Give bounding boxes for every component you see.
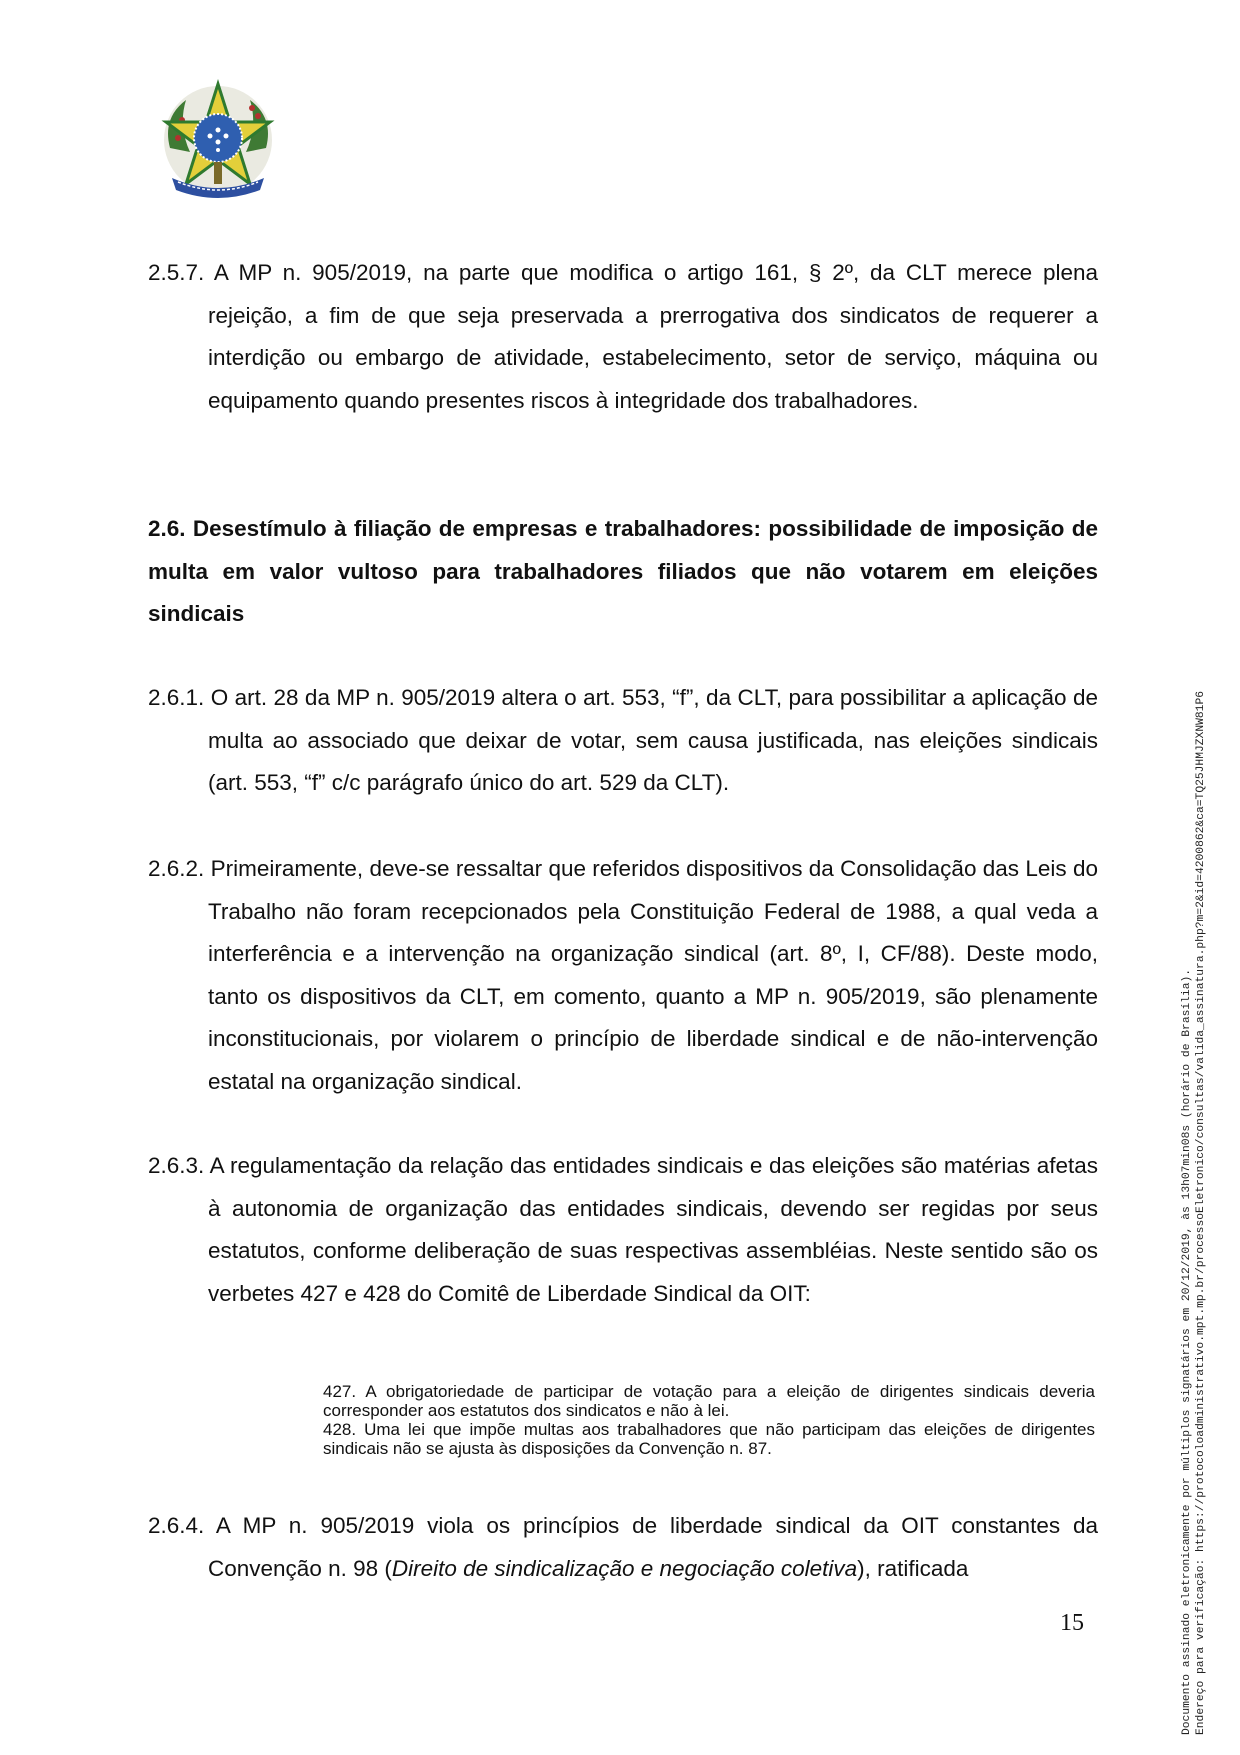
paragraph-2-5-7: [148, 252, 1098, 422]
paragraph-2-6-2: [148, 848, 1098, 1103]
paragraph-text: Primeiramente, deve-se ressaltar que referidos dispositivos da Consolidação das Leis do Trabalho não foram recepcionados pela Constituição Federal de 1988, a qual veda a interferência e a intervenção na organização sindical (art. 8º, I, CF/88). Deste modo, tanto os dispositivos da CLT, em comento, quanto a MP n. 905/2019, são plenamente inconstitucionais, por violarem o princípio de liberdade sindical e de não-intervenção estatal na organização sindical.: [208, 856, 1098, 1094]
paragraph-number: 2.6.3.: [148, 1153, 205, 1178]
quote-item-427: 427. A obrigatoriedade de participar de votação para a eleição de dirigentes sindicais deveria corresponder aos estatutos dos sindicatos e não à lei.: [323, 1382, 1095, 1420]
paragraph-number: 2.6.4.: [148, 1513, 205, 1538]
paragraph-text: A MP n. 905/2019 viola os princípios de liberdade sindical da OIT constantes da Convenção n. 98 (: [204, 1513, 1098, 1581]
paragraph-number: 2.5.7.: [148, 260, 205, 285]
paragraph-2-6-1: [148, 677, 1098, 805]
paragraph-text: A MP n. 905/2019, na parte que modifica o artigo 161, § 2º, da CLT merece plena rejeição, a fim de que seja preservada a prerrogativa dos sindicatos de requerer a interdição ou embargo de atividade, estabelecimento, setor de serviço, máquina ou equipamento quando presentes riscos à integridade dos trabalhadores.: [208, 260, 1098, 413]
section-heading-2-6: [148, 508, 1098, 636]
paragraph-2-6-4: [148, 1505, 1098, 1590]
page-number: 15: [1060, 1610, 1084, 1636]
signature-stamp: [1180, 535, 1208, 1735]
paragraph-text: A regulamentação da relação das entidades sindicais e das eleições são matérias afetas à autonomia de organização das entidades sindicais, devendo ser regidas por seus estatutos, conforme deliberação de suas respectivas assembléias. Neste sentido são os verbetes 427 e 428 do Comitê de Liberdade Sindical da OIT:: [208, 1153, 1098, 1306]
paragraph-number: 2.6.1.: [148, 685, 205, 710]
paragraph-2-6-3: [148, 1145, 1098, 1315]
signature-line: Documento assinado eletronicamente por múltiplos signatários em 20/12/2019, às 13h07min08s (horário de Brasília).: [1181, 968, 1193, 1735]
paragraph-text-end: ), ratificada: [857, 1555, 969, 1581]
heading-text: 2.6. Desestímulo à filiação de empresas e trabalhadores: possibilidade de imposição de multa em valor vultoso para trabalhadores filiados que não votarem em eleições sindicais: [148, 516, 1098, 626]
paragraph-text: O art. 28 da MP n. 905/2019 altera o art. 553, “f”, da CLT, para possibilitar a aplicação de multa ao associado que deixar de votar, sem causa justificada, nas eleições sindicais (art. 553, “f” c/c parágrafo único do art. 529 da CLT).: [208, 685, 1098, 795]
paragraph-number: 2.6.2.: [148, 856, 205, 881]
convention-title: Direito de sindicalização e negociação coletiva: [391, 1555, 858, 1581]
coat-of-arms-icon: [148, 78, 288, 214]
block-quote: [323, 1382, 1095, 1458]
verification-url: Endereço para verificação: https://protocoloadministrativo.mpt.mp.br/processoEletronico/consultas/valida_assinatura.php?m=2&id=4200862&ca=TQ25JHMJZXNW81P6: [1195, 690, 1207, 1735]
quote-item-428: 428. Uma lei que impõe multas aos trabalhadores que não participam das eleições de dirigentes sindicais não se ajusta às disposições da Convenção n. 87.: [323, 1420, 1095, 1458]
